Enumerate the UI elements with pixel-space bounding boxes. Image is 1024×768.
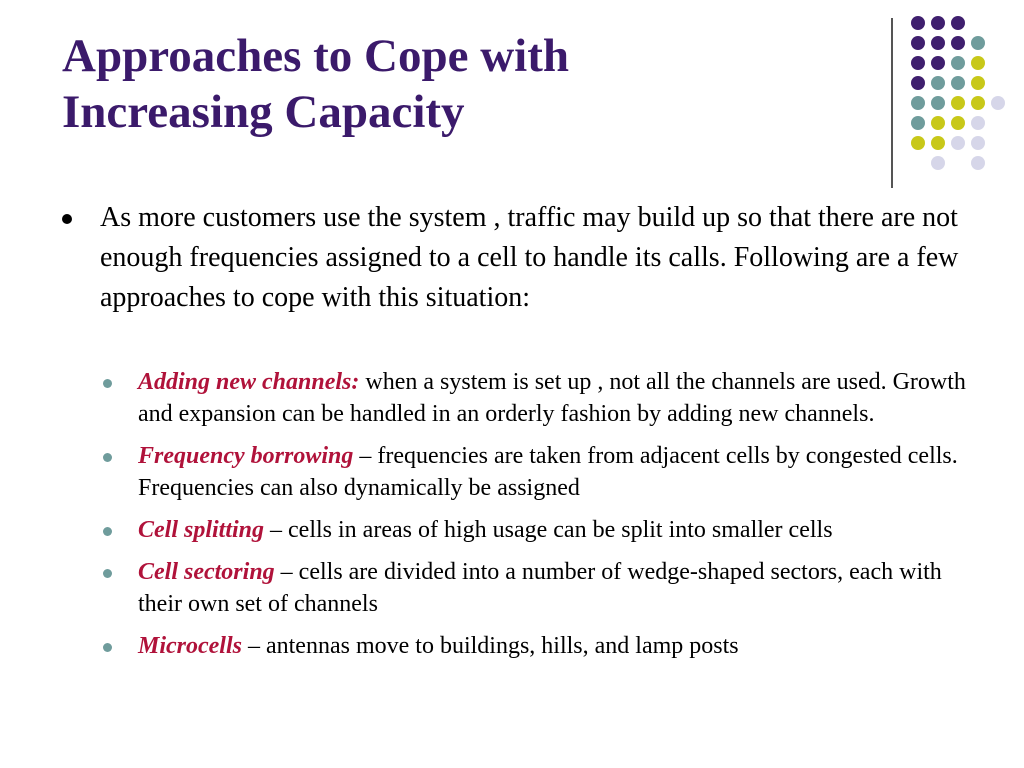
- decor-dot: [931, 76, 945, 90]
- decor-dot: [911, 96, 925, 110]
- decor-dot: [911, 16, 925, 30]
- main-bullet: [62, 198, 962, 318]
- decor-dot: [991, 96, 1005, 110]
- decor-dot: [951, 16, 965, 30]
- decor-dot: [951, 136, 965, 150]
- sub-bullet-list: [100, 366, 980, 672]
- bullet-dot-icon: [103, 453, 112, 462]
- decor-dot: [971, 36, 985, 50]
- sub-bullet-term: Microcells: [138, 633, 242, 659]
- decor-dot: [911, 136, 925, 150]
- decor-dot: [911, 76, 925, 90]
- decor-dot: [971, 156, 985, 170]
- sub-bullet-item: [100, 440, 980, 504]
- bullet-dot-icon: [103, 569, 112, 578]
- decor-dot: [951, 96, 965, 110]
- decor-dot: [931, 136, 945, 150]
- sub-bullet-term: Cell sectoring: [138, 559, 275, 585]
- sub-bullet-item: [100, 556, 980, 620]
- bullet-dot-icon: [103, 379, 112, 388]
- decor-dot: [931, 16, 945, 30]
- sub-bullet-term: Cell splitting: [138, 517, 265, 543]
- title-line-2: Increasing Capacity: [62, 86, 465, 138]
- decor-dot: [931, 156, 945, 170]
- decor-dot: [971, 96, 985, 110]
- title-divider: [891, 18, 893, 188]
- sub-bullet-text: – cells in areas of high usage can be split into smaller cells: [264, 517, 833, 543]
- decor-dot: [931, 36, 945, 50]
- decor-dot: [971, 56, 985, 70]
- sub-bullet-item: [100, 514, 980, 546]
- decor-dot: [931, 116, 945, 130]
- decor-dot: [911, 116, 925, 130]
- sub-bullet-text: – cells are divided into a number of wedge-shaped sectors, each with their own set of channels: [138, 559, 942, 617]
- decor-dot: [971, 76, 985, 90]
- sub-bullet-term: Frequency borrowing: [138, 443, 354, 469]
- decor-dot: [951, 56, 965, 70]
- sub-bullet-term: Adding new channels:: [138, 369, 360, 395]
- sub-bullet-item: [100, 366, 980, 430]
- decor-dot: [931, 96, 945, 110]
- bullet-dot-icon: [103, 527, 112, 536]
- decor-dot: [971, 116, 985, 130]
- decor-dot: [951, 76, 965, 90]
- bullet-dot-icon: [103, 643, 112, 652]
- bullet-dot-icon: [62, 214, 72, 224]
- title-line-1: Approaches to Cope with: [62, 30, 570, 82]
- decor-dot: [971, 136, 985, 150]
- slide-title: [62, 28, 842, 140]
- decor-dot: [911, 56, 925, 70]
- sub-bullet-text: – frequencies are taken from adjacent cells by congested cells. Frequencies can also dynamically be assigned: [138, 443, 958, 501]
- decor-dot: [911, 36, 925, 50]
- decor-dot: [951, 36, 965, 50]
- decor-dot: [951, 116, 965, 130]
- main-bullet-text: As more customers use the system , traffic may build up so that there are not enough frequencies assigned to a cell to handle its calls. Following are a few approaches to cope with this situation:: [100, 202, 959, 313]
- sub-bullet-item: [100, 630, 980, 662]
- decor-dot: [931, 56, 945, 70]
- sub-bullet-text: – antennas move to buildings, hills, and lamp posts: [241, 633, 739, 659]
- sub-bullet-text: when a system is set up , not all the channels are used. Growth and expansion can be handled in an orderly fashion by adding new channels.: [138, 369, 966, 427]
